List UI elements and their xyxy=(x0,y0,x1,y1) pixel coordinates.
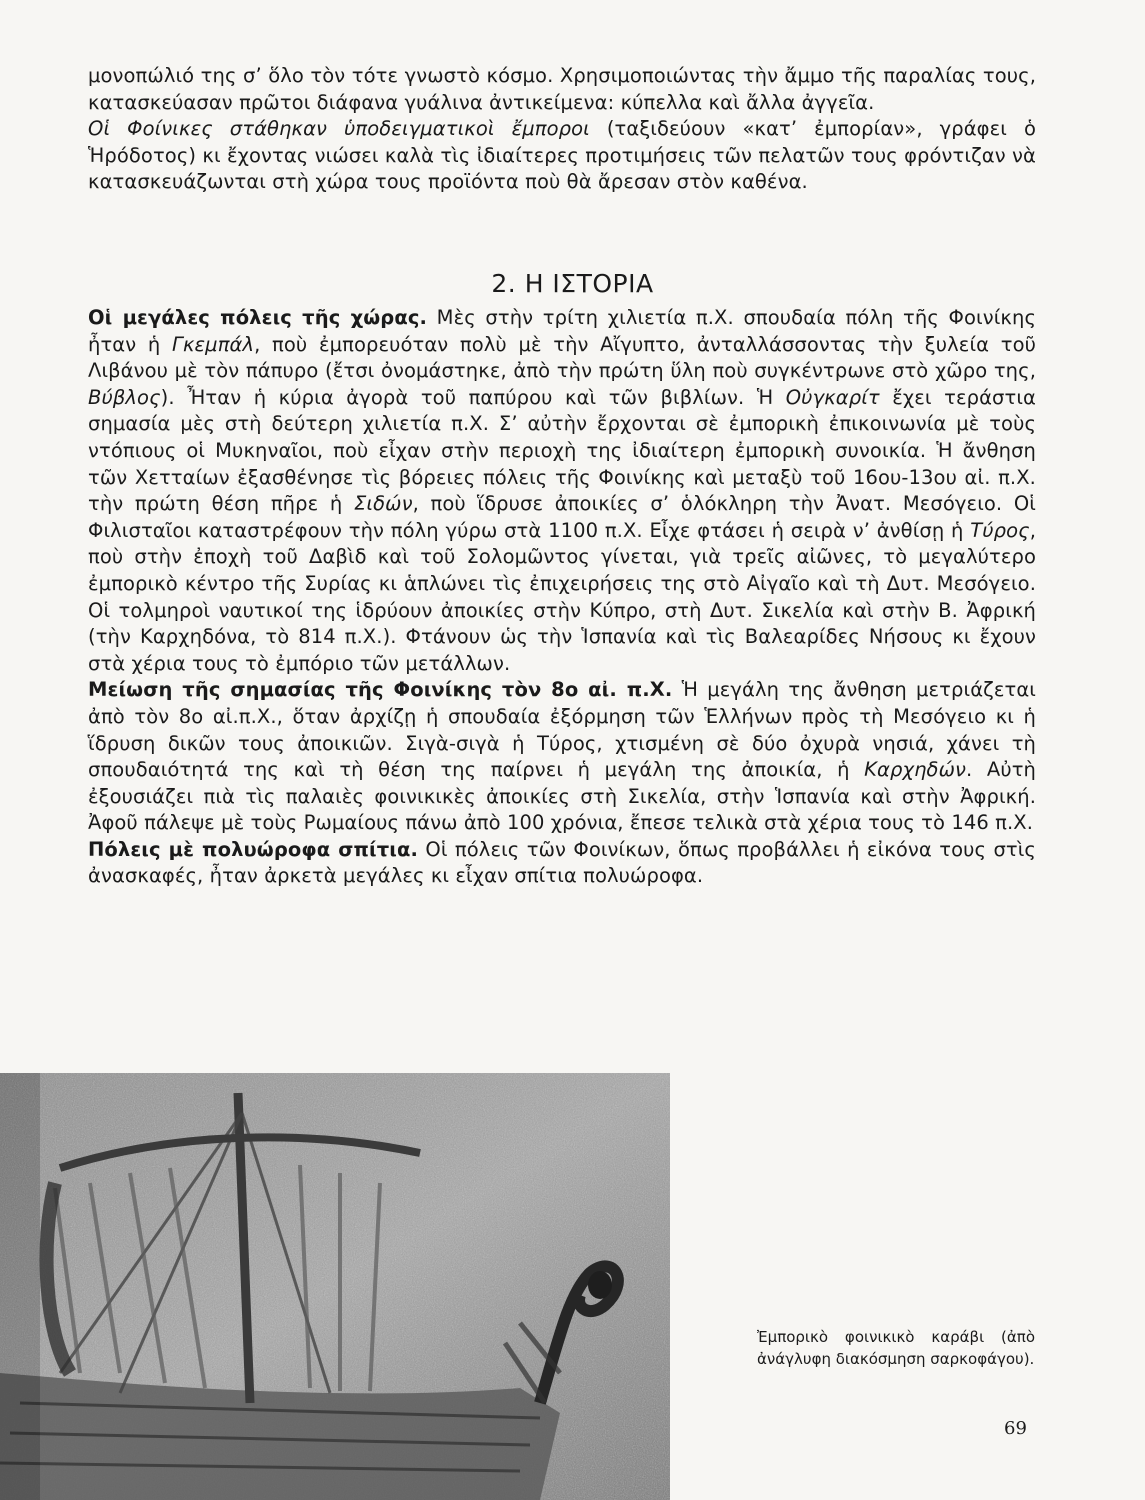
place-name-gebal: Γκεμπάλ xyxy=(171,332,255,356)
text-run: Μὲς στὴν τρίτη χιλιετία π.Χ. σπουδαία πόλη τῆς Φοινίκης ἦταν ἡ xyxy=(88,306,1036,356)
ship-relief-figure xyxy=(0,1073,670,1500)
figure-caption: Ἐμπορικὸ φοινικικὸ καράβι (ἀπὸ ἀνάγλυφη διακόσμηση σαρκοφάγου). xyxy=(757,1328,1035,1368)
text-run: ). Ἦταν ἡ κύρια ἀγορὰ τοῦ παπύρου καὶ τῶν βιβλίων. Ἡ xyxy=(160,385,786,409)
intro-paragraph-2 xyxy=(88,116,1036,196)
text-run: Οἱ πόλεις τῶν Φοινίκων, ὅπως προβάλλει ἡ εἰκόνα τους στὶς ἀνασκαφές, ἦταν ἀρκετὰ μεγάλες κι εἶχαν σπίτια πολυώροφα. xyxy=(88,837,1036,888)
page-number: 69 xyxy=(1004,1418,1027,1439)
place-name-tyre: Τύρος xyxy=(970,518,1030,542)
subheading-decline: Μείωση τῆς σημασίας τῆς Φοινίκης τὸν 8ο αἰ. π.Χ. xyxy=(88,678,673,702)
subheading-multistory-houses: Πόλεις μὲ πολυώροφα σπίτια. xyxy=(88,837,418,861)
history-text xyxy=(88,305,1036,890)
intro-paragraph-2-rest: (ταξιδεύουν «κατ’ ἐμπορίαν», γράφει ὁ Ἡρόδοτος) κι ἔχοντας νιώσει καλὰ τὶς ἰδιαίτερες προτιμήσεις τῶν πελατῶν τους φρόντιζαν νὰ κατασκευάζωνται στὴ χώρα τους προϊόντα ποὺ θὰ ἄρεσαν στὸν καθένα. xyxy=(88,117,1037,194)
place-name-carthage: Καρχηδών xyxy=(864,758,967,782)
intro-paragraph-1: μονοπώλιό της σ’ ὅλο τὸν τότε γνωστὸ κόσμο. Χρησιμοποιώντας τὴν ἄμμο τῆς παραλίας τους, κατασκεύασαν πρῶτοι διάφανα γυάλινα ἀντικείμενα: κύπελλα καὶ ἄλλα ἀγγεῖα. xyxy=(88,64,1036,114)
text-run: Ἡ μεγάλη της ἄνθηση μετριάζεται ἀπὸ τὸν 8ο αἰ.π.Χ., ὅταν ἀρχίζῃ ἡ σπουδαία ἐξόρμηση τῶν Ἑλλήνων πρὸς τὴ Μεσόγειο κι ἡ ἵδρυση δικῶν τους ἀποικιῶν. Σιγὰ-σιγὰ ἡ Τύρος, χτισμένη σὲ δύο ὀχυρὰ νησιά, χάνει τὴ σπουδαιότητά της καὶ τὴ θέση της παίρνει ἡ μεγάλη της ἀποικία, ἡ xyxy=(88,678,1036,782)
history-paragraph-houses xyxy=(88,837,1036,890)
subheading-great-cities: Οἱ μεγάλες πόλεις τῆς χώρας. xyxy=(88,306,428,329)
place-name-byblos: Βύβλος xyxy=(88,385,161,409)
history-paragraph-decline xyxy=(88,677,1036,837)
intro-italic-phrase: Οἱ Φοίνικες στάθηκαν ὑποδειγματικοὶ ἔμποροι xyxy=(88,117,590,141)
place-name-ugarit: Οὐγκαρίτ xyxy=(785,385,880,409)
text-run: , ποὺ ἵδρυσε ἀποικίες σ’ ὁλόκληρη τὴν Ἀνατ. Μεσόγειο. Οἱ Φιλισταῖοι καταστρέφουν τὴν πόλη γύρω στὰ 1100 π.Χ. Εἶχε φτάσει ἡ σειρὰ ν’ ἀνθίσῃ ἡ xyxy=(88,492,1037,542)
text-run: . Αὐτὴ ἐξουσιάζει πιὰ τὶς παλαιὲς φοινικικὲς ἀποικίες στὴ Σικελία, στὴν Ἱσπανία καὶ στὴν Ἀφρική. Ἀφοῦ πάλεψε μὲ τοὺς Ρωμαίους πάνω ἀπὸ 100 χρόνια, ἔπεσε τελικὰ στὰ χέρια τους τὸ 146 π.Χ. xyxy=(88,758,1037,835)
section-title: 2. Η ΙΣΤΟΡΙΑ xyxy=(491,269,654,298)
text-run: , ποὺ στὴν ἐποχὴ τοῦ Δαβὶδ καὶ τοῦ Σολομῶντος γίνεται, γιὰ τρεῖς αἰῶνες, τὸ μεγαλύτερο ἐμπορικὸ κέντρο τῆς Συρίας κι ἁπλώνει τὶς ἐπιχειρήσεις της στὸ Αἰγαῖο καὶ τὴ Δυτ. Μεσόγειο. Οἱ τολμηροὶ ναυτικοί της ἱδρύουν ἀποικίες στὴν Κύπρο, στὴ Δυτ. Σικελία καὶ στὴν Β. Ἀφρική (τὴν Καρχηδόνα, τὸ 814 π.Χ.). Φτάνουν ὡς τὴν Ἱσπανία καὶ τὶς Βαλεαρίδες Νήσους κι ἔχουν στὰ χέρια τους τὸ ἐμπόριο τῶν μετάλλων. xyxy=(88,518,1036,675)
text-run: ἔχει τεράστια σημασία μὲς στὴ δεύτερη χιλιετία π.Χ. Σ’ αὐτὴν ἔρχονται σὲ ἐμπορικὴ ἐπικοινωνία μὲ τοὺς ντόπιους οἱ Μυκηναῖοι, ποὺ εἶχαν στὴν περιοχὴ της ἰδιαίτερη ἐμπορικὴ συνοικία. Ἡ ἄνθηση τῶν Χετταίων ἐξασθένησε τὶς βόρειες πόλεις τῆς Φοινίκης καὶ μεταξὺ τοῦ 16ου-13ου αἰ. π.Χ. τὴν πρώτη θέση πῆρε ἡ xyxy=(88,385,1036,516)
ship-relief-image xyxy=(0,1073,670,1500)
intro-text xyxy=(88,63,1036,196)
history-paragraph-cities xyxy=(88,305,1036,677)
text-run: , ποὺ ἐμπορευόταν πολὺ μὲ τὴν Αἴγυπτο, ἀνταλλάσσοντας τὴν ξυλεία τοῦ Λιβάνου μὲ τὸν πάπυρο (ἔτσι ὀνομάστηκε, ἀπὸ τὴν πρώτη ὕλη ποὺ συγκέντρωνε στὸ χῶρο της, xyxy=(88,332,1036,383)
place-name-sidon: Σιδών xyxy=(354,492,413,516)
